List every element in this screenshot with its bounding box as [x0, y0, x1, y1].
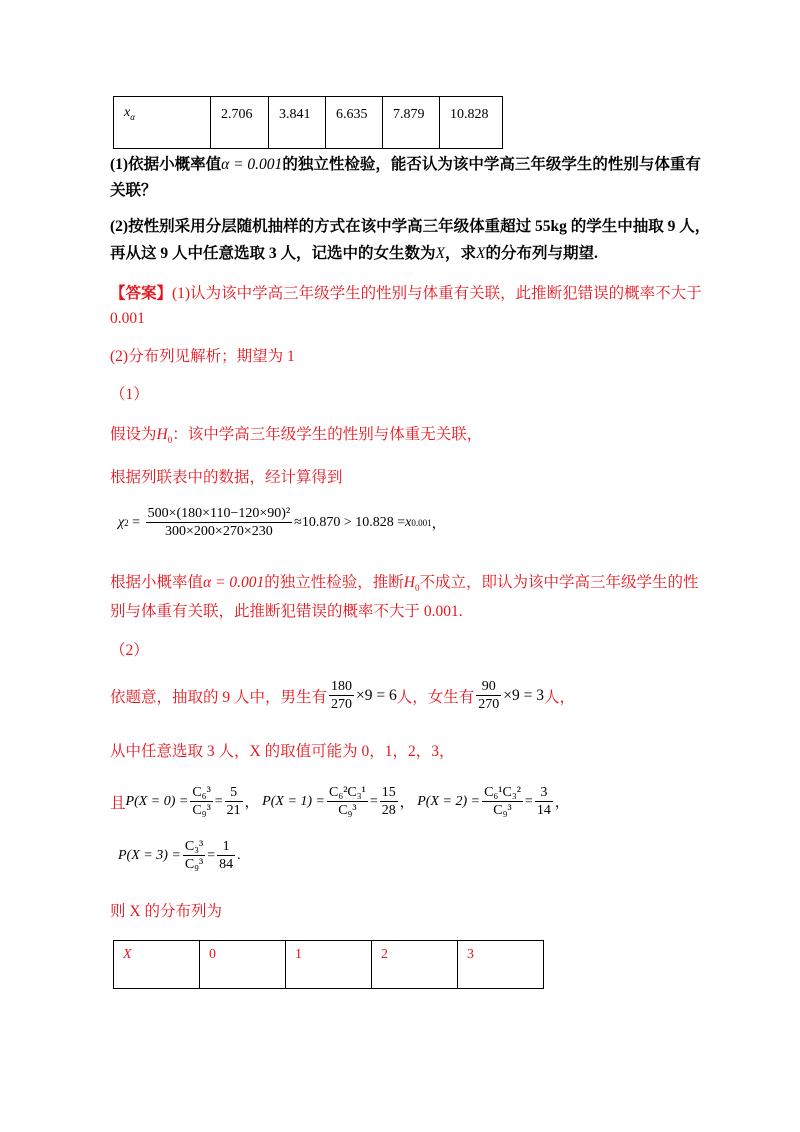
critical-value-table — [113, 96, 503, 149]
question-2: (2)按性别采用分层随机抽样的方式在该中学高三年级体重超过 55kg 的学生中抽取 9 人， — [110, 218, 711, 235]
answer-line1: 【答案】(1)认为该中学高三年级学生的性别与体重有关联，此推断犯错误的概率不大于 — [110, 285, 702, 302]
probabilities-row1: 且 P(X = 0) = $\frac{\text{C₆³}}{\text{C₉³}}$ = $\frac{5}{21}$ ， P(X = 1) = $\frac{\text{C₆²C₃¹}}{\text{C₉³}}$ = $\frac{15}{28}$ ， P(X = 2) = $\frac{\text{C₆¹C₃²}}{\text{C₉³}}$ = $\frac{3}{14}$ ， — [110, 785, 569, 818]
table-cell: 2.706 — [211, 97, 269, 149]
question-1-line2: 关联？ — [110, 182, 157, 199]
calc-intro: 根据列联表中的数据，经计算得到 — [110, 469, 343, 486]
table-cell: 10.828 — [440, 97, 503, 149]
hypothesis: 假设为$H_0$：该中学高三年级学生的性别与体重无关联， — [110, 426, 483, 446]
dist-cell: 1 — [286, 941, 372, 989]
conclusion-line2: 别与体重有关联，此推断犯错误的概率不大于 0.001. — [110, 603, 463, 620]
probabilities-row2: P(X = 3) = $\frac{\text{C₃³}}{\text{C₉³}}$ = $\frac{1}{84}$ . — [118, 839, 241, 872]
dist-cell: 3 — [458, 941, 544, 989]
table-header-cell: $x_\alpha$ — [114, 97, 211, 149]
dist-cell: 0 — [200, 941, 286, 989]
question-1: (1)依据小概率值α = 0.001的独立性检验，能否认为该中学高三年级学生的性别与体重有 — [110, 156, 701, 173]
chi-square-formula: χ 2 = $\frac{\text{500×(180×110−120×90)²}}{300\times 200\times 270\times 230}$ ≈10.870 > 10.828 = x 0.001 ， — [118, 506, 446, 539]
table-cell: 7.879 — [383, 97, 440, 149]
sampling-line: 依题意，抽取的 9 人中，男生有 $\frac{180}{270}$ ×9 = 6 人，女生有 $\frac{90}{270}$ ×9 = 3 人， — [110, 679, 576, 712]
chi-fraction: $\frac{\text{500×(180×110−120×90)²}}{300\times 200\times 270\times 230}$ — [147, 506, 291, 539]
answer-part2: (2)分布列见解析；期望为 1 — [110, 348, 295, 365]
table-cell: 6.635 — [326, 97, 383, 149]
answer-line2: 0.001 — [110, 310, 145, 327]
values-line: 从中任意选取 3 人，X 的取值可能为 0，1，2，3， — [110, 743, 455, 760]
dist-cell: 2 — [372, 941, 458, 989]
conclusion-line1: 根据小概率值α = 0.001的独立性检验，推断$H_0$不成立，即认为该中学高三年级学生的性 — [110, 574, 699, 594]
question-2-line2: 再从这 9 人中任意选取 3 人，记选中的女生数为X，求X的分布列与期望. — [110, 245, 598, 262]
table-cell: 3.841 — [269, 97, 326, 149]
part1-label: （1） — [110, 386, 149, 403]
distribution-intro: 则 X 的分布列为 — [110, 903, 222, 920]
dist-cell-x: X — [114, 941, 200, 989]
distribution-table — [113, 940, 544, 989]
part2-label: （2） — [110, 642, 149, 659]
